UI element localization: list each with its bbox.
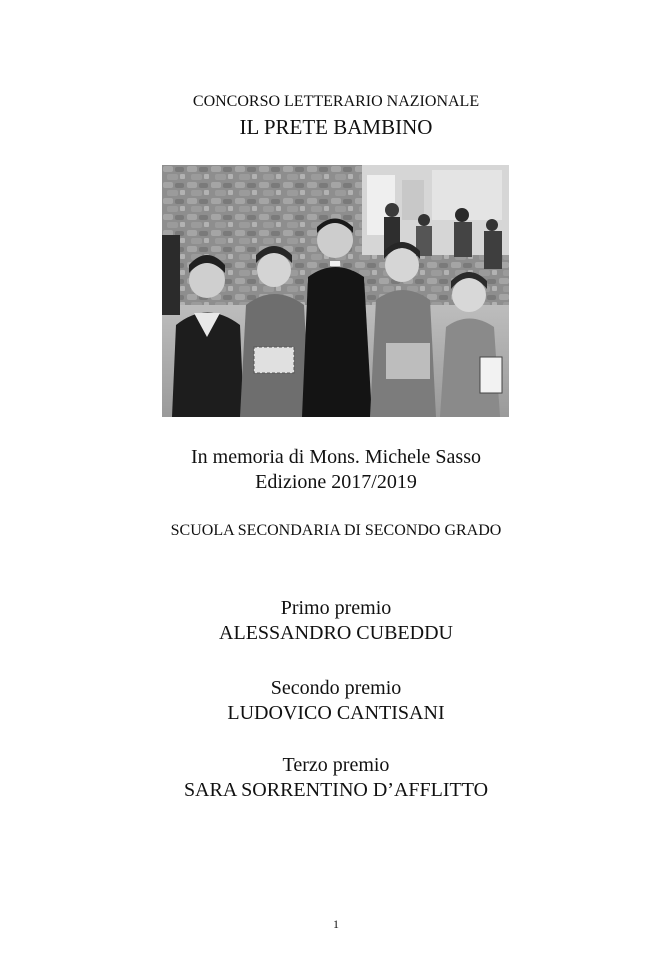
school-category: SCUOLA SECONDARIA DI SECONDO GRADO xyxy=(170,522,502,539)
third-prize-winner: SARA SORRENTINO D’AFFLITTO xyxy=(183,779,489,801)
second-prize-label: Secondo premio xyxy=(270,677,402,699)
first-prize-winner: ALESSANDRO CUBEDDU xyxy=(219,622,453,644)
memorial-dedication: In memoria di Mons. Michele Sasso xyxy=(191,446,481,468)
group-photo-image xyxy=(162,165,509,417)
second-prize-winner: LUDOVICO CANTISANI xyxy=(227,702,445,724)
edition-years: Edizione 2017/2019 xyxy=(255,471,417,493)
third-prize-label: Terzo premio xyxy=(282,754,390,776)
first-prize-label: Primo premio xyxy=(280,597,392,619)
contest-label: CONCORSO LETTERARIO NAZIONALE xyxy=(192,93,480,110)
page-number: 1 xyxy=(333,917,339,931)
group-photo xyxy=(162,165,509,417)
contest-title: IL PRETE BAMBINO xyxy=(239,115,433,139)
